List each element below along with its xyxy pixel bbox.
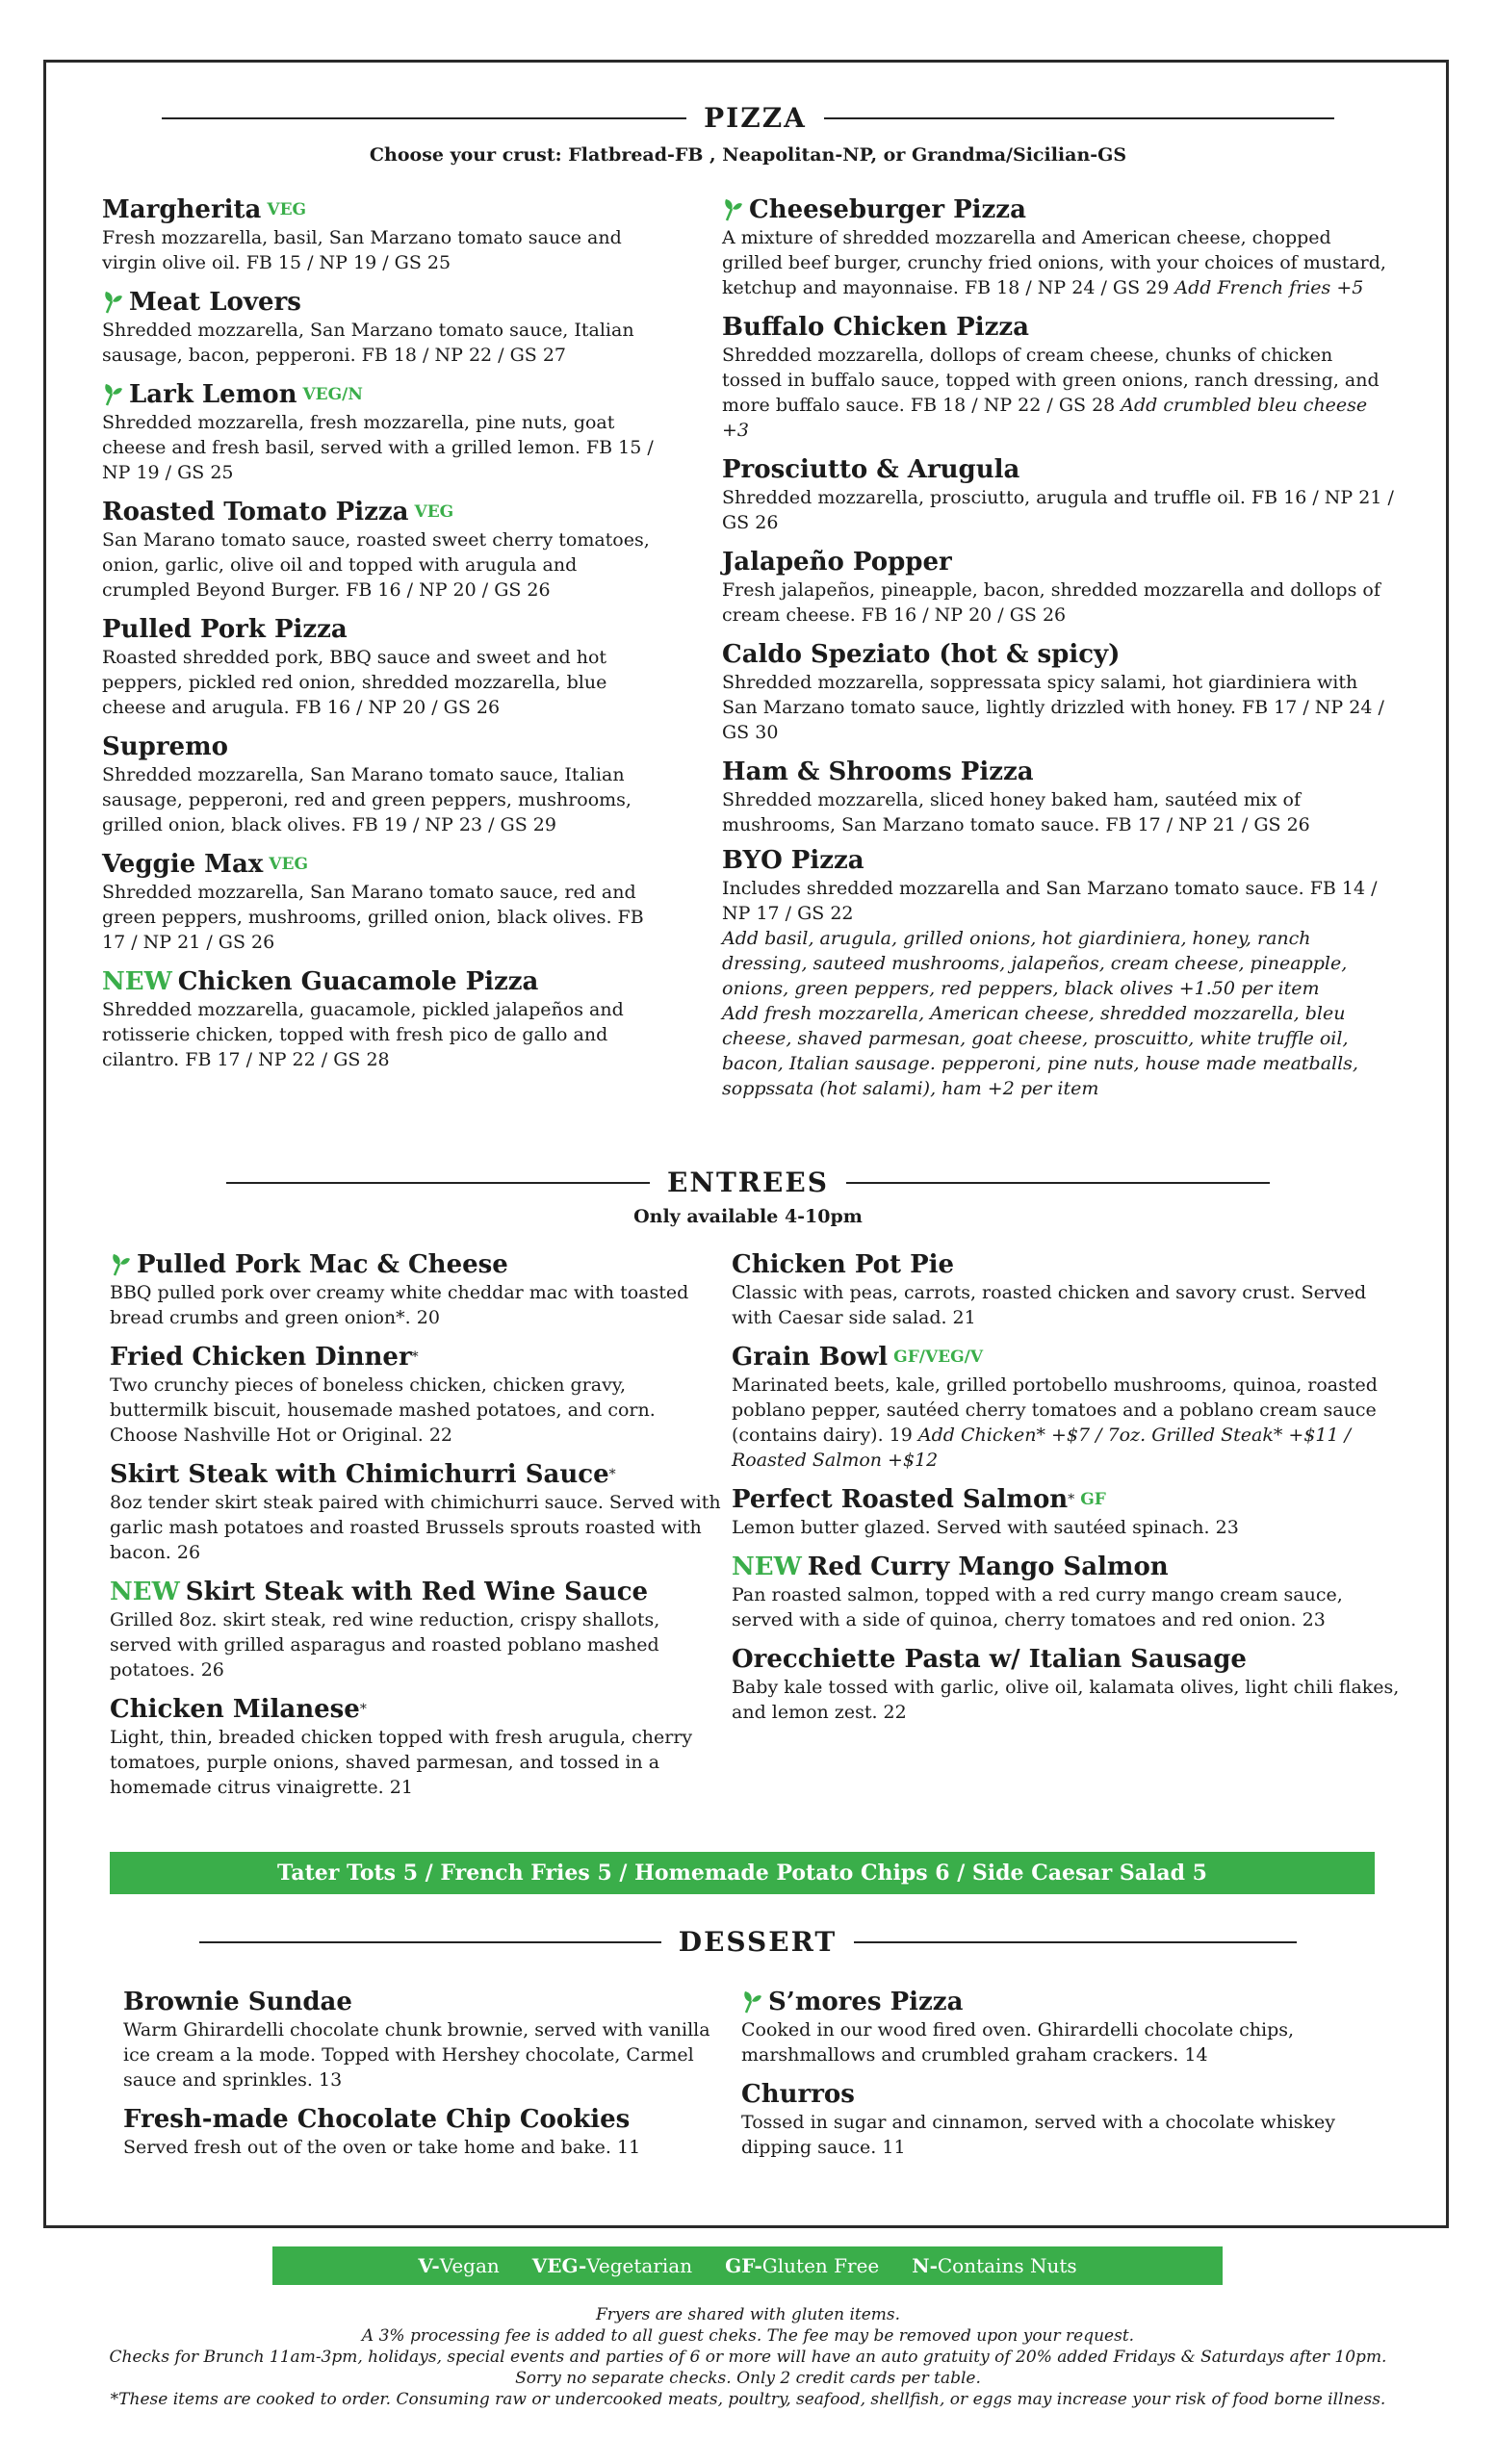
- heading-rule-right: [846, 1182, 1270, 1184]
- item-desc-text: Shredded mozzarella, prosciutto, arugula and truffle oil. FB 16 / NP 21 / GS 26: [722, 487, 1394, 533]
- menu-item: [123, 1987, 739, 2092]
- item-name-row: [123, 2104, 739, 2135]
- item-name: Buffalo Chicken Pizza: [722, 313, 1029, 342]
- menu-item: [102, 614, 670, 720]
- menu-item: [732, 1552, 1406, 1632]
- entrees-left-column: [110, 1249, 726, 1811]
- legend-code: VEG-: [531, 2254, 587, 2277]
- menu-item: [102, 849, 670, 955]
- item-desc-text: Tossed in sugar and cinnamon, served with a chocolate whiskey dipping sauce. 11: [741, 2112, 1336, 2158]
- leaf-icon: [102, 290, 123, 315]
- item-name-row: [102, 287, 670, 318]
- menu-item: [102, 966, 670, 1072]
- item-desc-text: Served fresh out of the oven or take home and bake. 11: [123, 2137, 641, 2158]
- item-desc: [110, 1607, 726, 1682]
- legend-item: [418, 2254, 499, 2277]
- item-name: Supremo: [102, 732, 228, 761]
- legend-code: N-: [912, 2254, 938, 2277]
- footer-line: Fryers are shared with gluten items.: [595, 2305, 901, 2324]
- item-desc: [110, 1725, 726, 1800]
- item-name-row: [102, 966, 670, 997]
- pizza-right-column: [722, 194, 1396, 1113]
- item-desc: [722, 670, 1396, 745]
- item-desc-text: Shredded mozzarella, fresh mozzarella, pine nuts, goat cheese and fresh basil, served with a grilled lemon. FB 15 / NP 19 / GS 25: [102, 412, 654, 483]
- item-name: Jalapeño Popper: [722, 548, 952, 577]
- dessert-right-column: [741, 1987, 1396, 2171]
- item-name: Cheeseburger Pizza: [749, 195, 1026, 224]
- item-name-row: [732, 1484, 1406, 1515]
- item-desc-text: Fresh jalapeños, pineapple, bacon, shredded mozzarella and dollops of cream cheese. FB 16 / NP 20 / GS 26: [722, 579, 1380, 626]
- byo-addon-basic: Add basil, arugula, grilled onions, hot giardiniera, honey, ranch dressing, sauteed mushrooms, jalapeños, cream cheese, pineapple, onions, green peppers, red peppers, black olives +1.50 per item: [722, 928, 1348, 999]
- item-desc: [722, 485, 1396, 535]
- legend-item: [532, 2254, 692, 2277]
- item-desc: [123, 2017, 739, 2092]
- menu-item: [110, 1459, 726, 1565]
- item-desc: [722, 578, 1396, 628]
- item-name-row: [110, 1459, 726, 1490]
- item-name-row: [722, 757, 1396, 787]
- item-name: Ham & Shrooms Pizza: [722, 757, 1034, 786]
- pizza-heading: [0, 102, 1496, 134]
- sides-bar: Tater Tots 5 / French Fries 5 / Homemade Potato Chips 6 / Side Caesar Salad 5: [110, 1852, 1375, 1894]
- leaf-icon: [110, 1252, 131, 1277]
- item-desc-text: Cooked in our wood fired oven. Ghirardelli chocolate chips, marshmallows and crumbled graham crackers. 14: [741, 2019, 1295, 2066]
- entrees-right-column: [732, 1249, 1406, 1736]
- item-name: Chicken Pot Pie: [732, 1250, 955, 1279]
- menu-item: [110, 1694, 726, 1800]
- item-desc: [732, 1515, 1406, 1540]
- item-desc-text: Shredded mozzarella, sliced honey baked ham, sautéed mix of mushrooms, San Marzano tomato sauce. FB 17 / NP 21 / GS 26: [722, 789, 1310, 835]
- menu-item: [110, 1342, 726, 1448]
- item-desc-text: A mixture of shredded mozzarella and American cheese, chopped grilled beef burger, crunchy fried onions, with your choices of mustard, ketchup and mayonnaise. FB 18 / NP 24 / GS 29: [722, 227, 1386, 298]
- leaf-icon: [741, 1989, 762, 2015]
- item-desc: [722, 225, 1396, 300]
- item-name-row: [722, 454, 1396, 485]
- menu-item: [722, 312, 1396, 443]
- item-name: Pulled Pork Pizza: [102, 615, 348, 644]
- menu-item: [722, 454, 1396, 535]
- heading-rule-left: [226, 1182, 650, 1184]
- legend-item: [725, 2254, 879, 2277]
- item-desc-text: Shredded mozzarella, San Marano tomato sauce, red and green peppers, mushrooms, grilled onion, black olives. FB 17 / NP 21 / GS 26: [102, 882, 644, 953]
- menu-item: [732, 1644, 1406, 1725]
- item-addon: Add Chicken* +$7 / 7oz. Grilled Steak* +$11 / Roasted Salmon +$12: [732, 1424, 1352, 1471]
- item-desc: [732, 1280, 1406, 1330]
- item-name: Lark Lemon: [129, 380, 297, 409]
- legend-code: GF-: [725, 2254, 762, 2277]
- footer-line: Checks for Brunch 11am-3pm, holidays, special events and parties of 6 or more will have an auto gratuity of 20% added Fridays & Saturdays after 10pm.: [109, 2348, 1387, 2367]
- item-addon: Add French fries +5: [1174, 277, 1364, 298]
- cooked-to-order-mark: *: [359, 1702, 367, 1717]
- item-name: Fresh-made Chocolate Chip Cookies: [123, 2105, 631, 2134]
- legend-label: Contains Nuts: [937, 2254, 1077, 2277]
- item-name: Orecchiette Pasta w/ Italian Sausage: [732, 1645, 1247, 1674]
- item-name-row: [741, 1987, 1396, 2017]
- heading-rule-right: [854, 1941, 1297, 1943]
- item-desc: [102, 527, 670, 603]
- item-desc-text: Marinated beets, kale, grilled portobello mushrooms, quinoa, roasted poblano pepper, sautéed cherry tomatoes and a poblano cream sauce (contains dairy). 19: [732, 1374, 1378, 1446]
- diet-tag: VEG/N: [302, 385, 363, 404]
- item-desc-text: Lemon butter glazed. Served with sautéed spinach. 23: [732, 1517, 1239, 1538]
- cooked-to-order-mark: *: [411, 1349, 419, 1365]
- legend-code: V-: [418, 2254, 440, 2277]
- item-name: Meat Lovers: [129, 288, 301, 317]
- menu-item: [732, 1484, 1406, 1540]
- cooked-to-order-mark: *: [1068, 1492, 1075, 1507]
- item-desc-text: Grilled 8oz. skirt steak, red wine reduction, crispy shallots, served with grilled asparagus and roasted poblano mashed potatoes. 26: [110, 1609, 660, 1681]
- item-desc: [102, 410, 670, 485]
- item-desc: [102, 762, 670, 837]
- item-desc-text: San Marano tomato sauce, roasted sweet cherry tomatoes, onion, garlic, olive oil and topped with arugula and crumpled Beyond Burger. FB 16 / NP 20 / GS 26: [102, 529, 650, 601]
- item-name-row: [732, 1249, 1406, 1280]
- menu-item: [110, 1577, 726, 1682]
- legend-item: [912, 2254, 1076, 2277]
- item-desc-text: 8oz tender skirt steak paired with chimichurri sauce. Served with garlic mash potatoes and roasted Brussels sprouts roasted with bacon. 26: [110, 1492, 721, 1563]
- leaf-icon: [722, 197, 743, 222]
- legend-label: Vegan: [439, 2254, 500, 2277]
- footer-line: *These items are cooked to order. Consuming raw or undercooked meats, poultry, seafood, shellfish, or eggs may increase your risk of food borne illness.: [110, 2390, 1386, 2409]
- item-desc-text: Roasted shredded pork, BBQ sauce and sweet and hot peppers, pickled red onion, shredded mozzarella, blue cheese and arugula. FB 16 / NP 20 / GS 26: [102, 647, 607, 718]
- dessert-title: DESSERT: [678, 1926, 838, 1958]
- menu-item: [123, 2104, 739, 2160]
- item-desc-text: Fresh mozzarella, basil, San Marzano tomato sauce and virgin olive oil. FB 15 / NP 19 / GS 25: [102, 227, 622, 273]
- menu-item: [102, 379, 670, 485]
- item-name: Skirt Steak with Red Wine Sauce: [185, 1578, 649, 1606]
- item-desc-text: Light, thin, breaded chicken topped with fresh arugula, cherry tomatoes, purple onions, shaved parmesan, and tossed in a homemade citrus vinaigrette. 21: [110, 1727, 693, 1798]
- item-name: Pulled Pork Mac & Cheese: [137, 1250, 508, 1279]
- item-desc: [741, 2017, 1396, 2067]
- pizza-left-column: [102, 194, 670, 1084]
- menu-item-byo: [722, 845, 1396, 1101]
- item-name: Red Curry Mango Salmon: [807, 1553, 1169, 1581]
- menu-item: [102, 732, 670, 837]
- item-name-row: [102, 497, 670, 527]
- item-name-row: [102, 194, 670, 225]
- item-name: Caldo Speziato (hot & spicy): [722, 640, 1121, 669]
- item-desc-text: Baby kale tossed with garlic, olive oil, kalamata olives, light chili flakes, and lemon zest. 22: [732, 1677, 1400, 1723]
- footer-line: A 3% processing fee is added to all guest cheks. The fee may be removed upon your request.: [361, 2326, 1135, 2346]
- item-desc: [123, 2135, 739, 2160]
- entrees-subtitle: Only available 4-10pm: [633, 1206, 863, 1227]
- item-desc: [102, 880, 670, 955]
- item-desc: [110, 1373, 726, 1448]
- byo-addon-premium: Add fresh mozzarella, American cheese, shredded mozzarella, bleu cheese, shaved parmesan, goat cheese, proscuitto, white truffle oil, bacon, Italian sausage. pepperoni, pine nuts, house made meatballs, soppssata (hot salami), ham +2 per item: [722, 1003, 1358, 1099]
- item-desc-text: Shredded mozzarella, San Marano tomato sauce, Italian sausage, pepperoni, red and green peppers, mushrooms, grilled onion, black olives. FB 19 / NP 23 / GS 29: [102, 764, 632, 835]
- item-desc: [732, 1582, 1406, 1632]
- menu-item: [732, 1249, 1406, 1330]
- item-desc: [722, 343, 1396, 443]
- item-name-row: [123, 1987, 739, 2017]
- entrees-heading: [0, 1167, 1496, 1198]
- item-desc-text: Classic with peas, carrots, roasted chicken and savory crust. Served with Caesar side salad. 21: [732, 1282, 1367, 1328]
- diet-tag: GF: [1080, 1490, 1106, 1509]
- pizza-subtitle: Choose your crust: Flatbread-FB , Neapolitan-NP, or Grandma/Sicilian-GS: [369, 144, 1127, 166]
- footer-line: Sorry no separate checks. Only 2 credit cards per table.: [515, 2369, 981, 2388]
- item-desc-text: Shredded mozzarella, dollops of cream cheese, chunks of chicken tossed in buffalo sauce, topped with green onions, ranch dressing, and more buffalo sauce. FB 18 / NP 22 / GS 28: [722, 345, 1380, 416]
- menu-item: [722, 639, 1396, 745]
- item-name-row: [110, 1694, 726, 1725]
- leaf-icon: [102, 382, 123, 407]
- item-desc-text: Two crunchy pieces of boneless chicken, chicken gravy, buttermilk biscuit, housemade mashed potatoes, and corn. Choose Nashville Hot or Original. 22: [110, 1374, 656, 1446]
- item-name: BYO Pizza: [722, 846, 864, 875]
- diet-tag: VEG: [267, 200, 307, 219]
- menu-item: [741, 2079, 1396, 2160]
- item-name-row: [732, 1342, 1406, 1373]
- item-name: Brownie Sundae: [123, 1988, 352, 2016]
- item-desc-text: Shredded mozzarella, soppressata spicy salami, hot giardiniera with San Marzano tomato sauce, lightly drizzled with honey. FB 17 / NP 24 / GS 30: [722, 672, 1384, 743]
- item-name-row: [722, 547, 1396, 578]
- item-desc: [110, 1490, 726, 1565]
- item-name-row: [102, 379, 670, 410]
- item-name-row: [722, 194, 1396, 225]
- item-desc-text: Shredded mozzarella, San Marzano tomato sauce, Italian sausage, bacon, pepperoni. FB 18 / NP 22 / GS 27: [102, 320, 634, 366]
- item-addon: Add crumbled bleu cheese +3: [722, 395, 1368, 441]
- entrees-title: ENTREES: [667, 1167, 829, 1198]
- item-desc-text: Pan roasted salmon, topped with a red curry mango cream sauce, served with a side of quinoa, cherry tomatoes and red onion. 23: [732, 1584, 1343, 1630]
- menu-item: [110, 1249, 726, 1330]
- item-desc: [110, 1280, 726, 1330]
- item-name-row: [732, 1644, 1406, 1675]
- item-name-row: [732, 1552, 1406, 1582]
- menu-item: [741, 1987, 1396, 2067]
- item-name: Grain Bowl: [732, 1343, 889, 1372]
- menu-item: [722, 194, 1396, 300]
- item-name-row: [110, 1342, 726, 1373]
- item-desc: Includes shredded mozzarella and San Marzano tomato sauce. FB 14 / NP 17 / GS 22: [722, 878, 1378, 924]
- item-desc: [722, 787, 1396, 837]
- menu-item: [732, 1342, 1406, 1473]
- item-name-row: [110, 1577, 726, 1607]
- item-desc: [732, 1675, 1406, 1725]
- item-name: S’mores Pizza: [768, 1988, 964, 2016]
- item-name-row: [110, 1249, 726, 1280]
- item-name: Skirt Steak with Chimichurri Sauce: [110, 1460, 609, 1489]
- heading-rule-left: [199, 1941, 661, 1943]
- legend-label: Vegetarian: [586, 2254, 693, 2277]
- new-badge: NEW: [110, 1578, 180, 1606]
- new-badge: NEW: [732, 1553, 802, 1581]
- item-desc: [732, 1373, 1406, 1473]
- pizza-title: PIZZA: [704, 102, 807, 134]
- footer-notes: [0, 2304, 1496, 2410]
- item-desc-text: BBQ pulled pork over creamy white cheddar mac with toasted bread crumbs and green onion*. 20: [110, 1282, 689, 1328]
- cooked-to-order-mark: *: [608, 1467, 616, 1482]
- dietary-legend: [272, 2246, 1223, 2285]
- dessert-heading: [0, 1926, 1496, 1958]
- item-name-row: [102, 614, 670, 645]
- item-name: Chicken Guacamole Pizza: [177, 967, 539, 996]
- item-name: Perfect Roasted Salmon: [732, 1485, 1069, 1514]
- diet-tag: VEG: [414, 502, 454, 522]
- item-desc: [741, 2110, 1396, 2160]
- item-name: Margherita: [102, 195, 262, 224]
- item-name: Roasted Tomato Pizza: [102, 498, 409, 526]
- item-name: Fried Chicken Dinner: [110, 1343, 412, 1372]
- item-desc-text: Shredded mozzarella, guacamole, pickled jalapeños and rotisserie chicken, topped with fresh pico de gallo and cilantro. FB 17 / NP 22 / GS 28: [102, 999, 624, 1070]
- item-desc-text: Warm Ghirardelli chocolate chunk brownie, served with vanilla ice cream a la mode. Topped with Hershey chocolate, Carmel sauce and sprinkles. 13: [123, 2019, 710, 2091]
- new-badge: NEW: [102, 967, 172, 996]
- menu-item: [722, 757, 1396, 837]
- menu-item: [722, 547, 1396, 628]
- item-name: Prosciutto & Arugula: [722, 455, 1020, 484]
- item-name: Chicken Milanese: [110, 1695, 360, 1724]
- item-name-row: [722, 312, 1396, 343]
- heading-rule-left: [162, 117, 686, 119]
- item-name-row: [102, 849, 670, 880]
- diet-tag: VEG: [269, 855, 308, 874]
- item-desc: [102, 645, 670, 720]
- item-desc: [102, 997, 670, 1072]
- item-desc: [102, 318, 670, 368]
- diet-tag: GF/VEG/V: [893, 1348, 984, 1367]
- menu-item: [102, 194, 670, 275]
- dessert-left-column: [123, 1987, 739, 2171]
- legend-label: Gluten Free: [761, 2254, 880, 2277]
- item-name-row: [722, 639, 1396, 670]
- item-name-row: [102, 732, 670, 762]
- menu-item: [102, 287, 670, 368]
- item-name: Churros: [741, 2080, 855, 2109]
- item-name-row: [741, 2079, 1396, 2110]
- item-desc: [102, 225, 670, 275]
- item-name: Veggie Max: [102, 850, 264, 879]
- menu-item: [102, 497, 670, 603]
- heading-rule-right: [824, 117, 1334, 119]
